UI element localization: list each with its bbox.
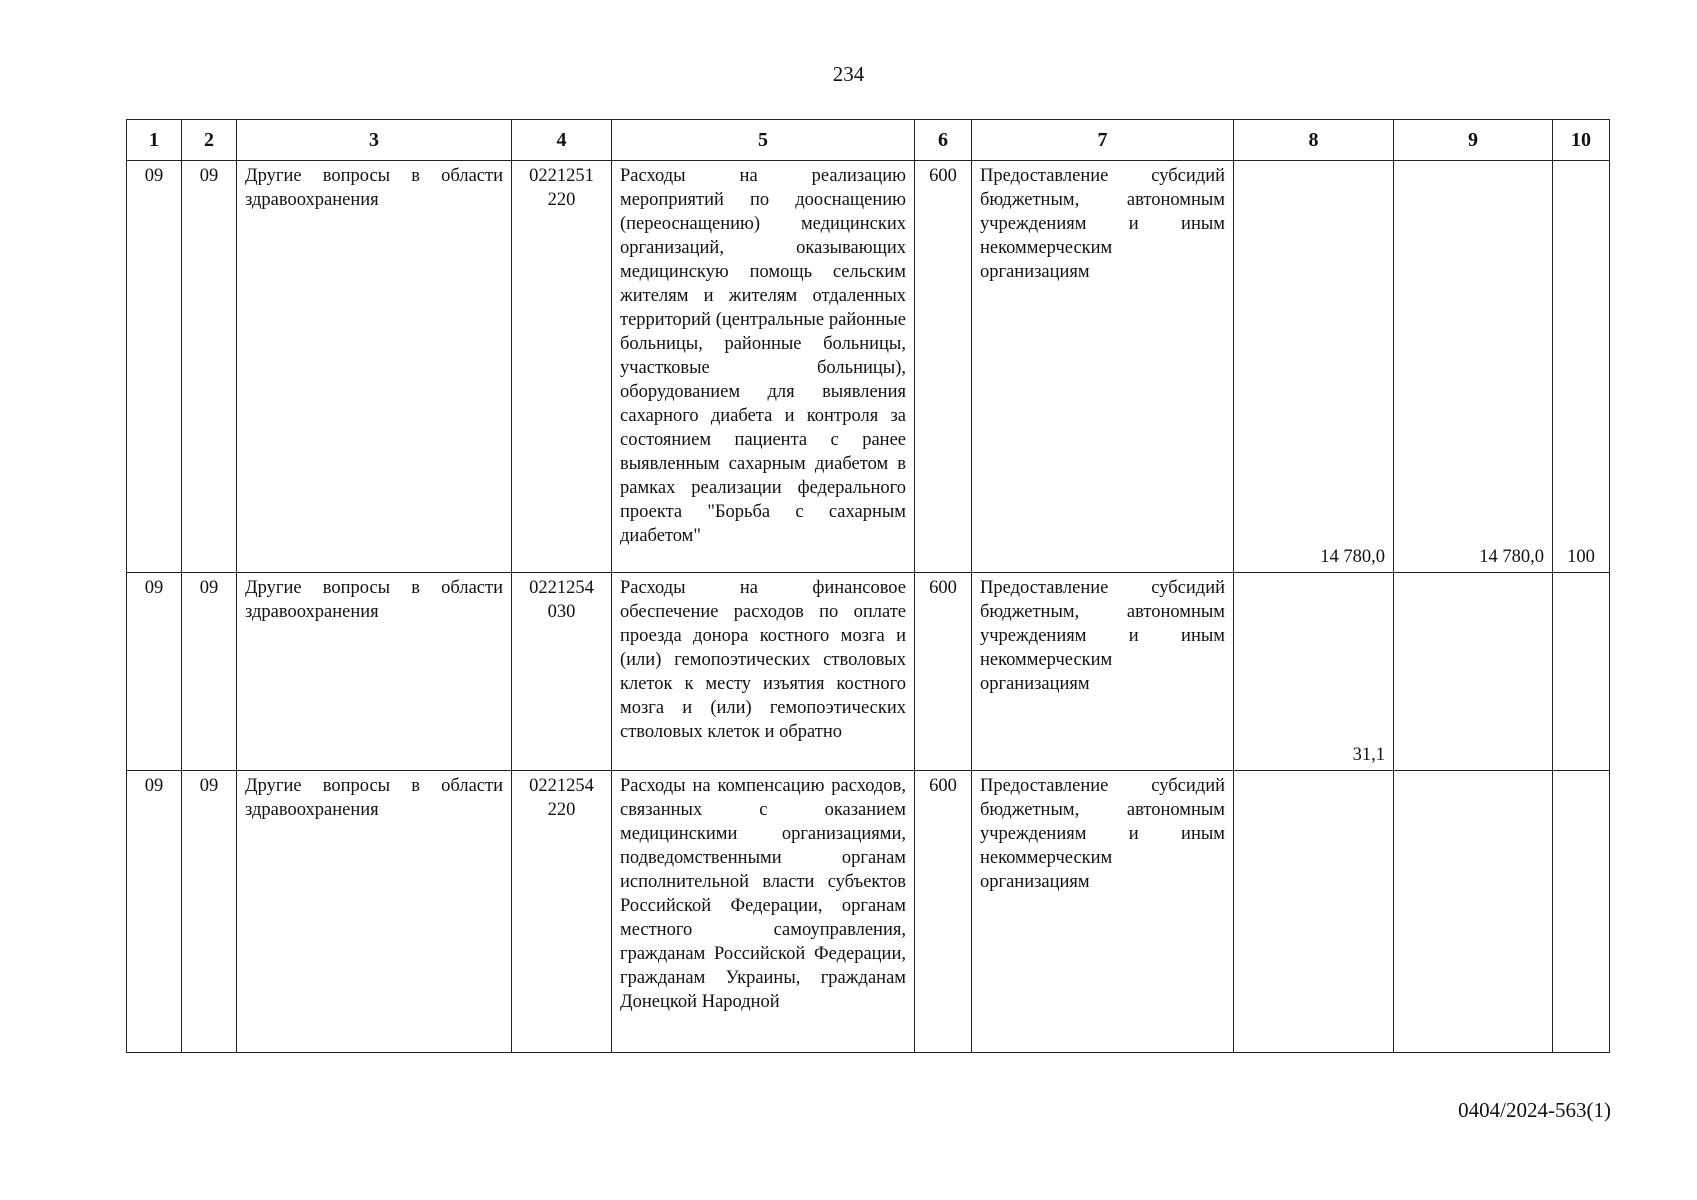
expense-type-name: Предоставление субсидий бюджетным, автономным учреждениям и иным некоммерческим организациям: [972, 573, 1234, 771]
header-cell: 9: [1394, 120, 1553, 161]
expense-type-name: Предоставление субсидий бюджетным, автономным учреждениям и иным некоммерческим организациям: [972, 161, 1234, 573]
header-cell: 2: [182, 120, 237, 161]
amount-planned: 14 780,0: [1234, 161, 1394, 573]
subsection-code: 09: [182, 771, 237, 1053]
table-row: [127, 771, 1610, 1053]
header-cell: 8: [1234, 120, 1394, 161]
subsection-code: 09: [182, 573, 237, 771]
amount-executed: 14 780,0: [1394, 161, 1553, 573]
execution-percent: 100: [1553, 161, 1610, 573]
expense-type-code: 600: [915, 161, 972, 573]
execution-percent: [1553, 771, 1610, 1053]
expense-description: Расходы на финансовое обеспечение расходов по оплате проезда донора костного мозга и (или) гемопоэтических стволовых клеток к месту изъятия костного мозга и (или) гемопоэтических стволовых клеток и обратно: [612, 573, 915, 771]
header-cell: 10: [1553, 120, 1610, 161]
document-code: 0404/2024-563(1): [1458, 1098, 1611, 1122]
target-article-code: 0221254 220: [512, 771, 612, 1053]
expense-type-code: 600: [915, 573, 972, 771]
expense-type-name: Предоставление субсидий бюджетным, автономным учреждениям и иным некоммерческим организациям: [972, 771, 1234, 1053]
amount-executed: [1394, 771, 1553, 1053]
expense-description: Расходы на реализацию мероприятий по дооснащению (переоснащению) медицинских организаций, оказывающих медицинскую помощь сельским жителям и жителям отдаленных территорий (центральные районные больницы, районные больницы, участковые больницы), оборудованием для выявления сахарного диабета и контроля за состоянием пациента с ранее выявленным сахарным диабетом в рамках реализации федерального проекта "Борьба с сахарным диабетом": [612, 161, 915, 573]
target-article-code: 0221254 030: [512, 573, 612, 771]
amount-planned: [1234, 771, 1394, 1053]
header-cell: 6: [915, 120, 972, 161]
header-cell: 4: [512, 120, 612, 161]
target-article-code: 0221251 220: [512, 161, 612, 573]
execution-percent: [1553, 573, 1610, 771]
subsection-name: Другие вопросы в области здравоохранения: [237, 771, 512, 1053]
section-code: 09: [127, 161, 182, 573]
header-cell: 7: [972, 120, 1234, 161]
table-header-row: [127, 120, 1610, 161]
amount-planned: 31,1: [1234, 573, 1394, 771]
section-code: 09: [127, 573, 182, 771]
table-row: [127, 573, 1610, 771]
section-code: 09: [127, 771, 182, 1053]
page-number: 234: [832, 62, 865, 86]
header-cell: 1: [127, 120, 182, 161]
subsection-code: 09: [182, 161, 237, 573]
header-cell: 5: [612, 120, 915, 161]
amount-executed: [1394, 573, 1553, 771]
subsection-name: Другие вопросы в области здравоохранения: [237, 161, 512, 573]
expense-type-code: 600: [915, 771, 972, 1053]
table-row: [127, 161, 1610, 573]
budget-table: [126, 119, 1610, 1053]
expense-description: Расходы на компенсацию расходов, связанных с оказанием медицинскими организациями, подведомственными органам исполнительной власти субъектов Российской Федерации, органам местного самоуправления, гражданам Российской Федерации, гражданам Украины, гражданам Донецкой Народной: [612, 771, 915, 1053]
subsection-name: Другие вопросы в области здравоохранения: [237, 573, 512, 771]
header-cell: 3: [237, 120, 512, 161]
